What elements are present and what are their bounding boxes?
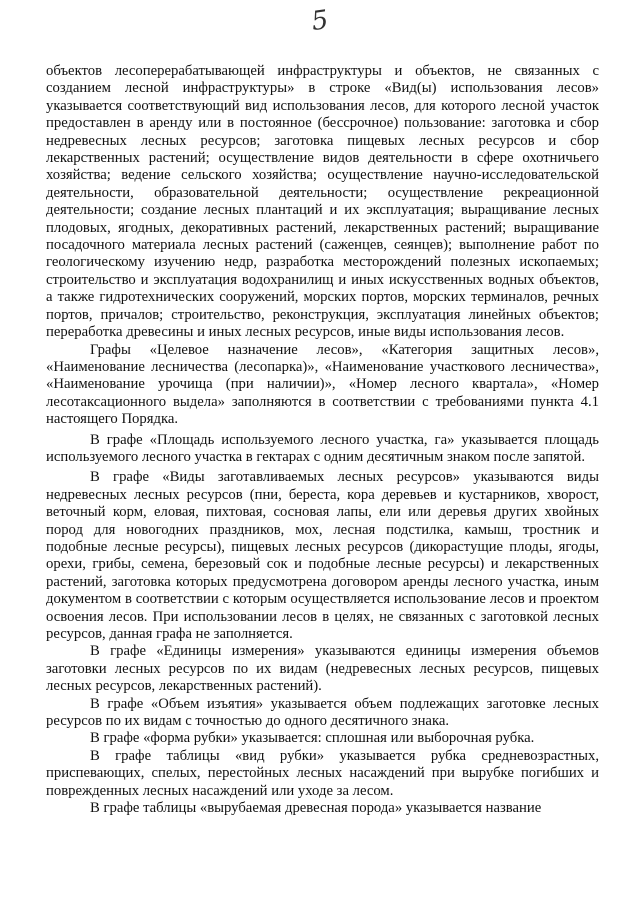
paragraph-columns-general: Графы «Целевое назначение лесов», «Категория защитных лесов», «Наименование лесничества (лесопарка)», «Наименование участкового лесничества», «Наименование урочища (при наличии)», «Номер лесного квартала», «Номер лесотаксационного выдела» заполняются в соответствии с требованиями пункта 4.1 настоящего Порядка.	[46, 341, 599, 428]
paragraph-volume: В графе «Объем изъятия» указывается объем подлежащих заготовке лесных ресурсов по их видам с точностью до одного десятичного знака.	[46, 695, 599, 730]
paragraph-felling-kind: В графе таблицы «вид рубки» указывается рубка средневозрастных, приспевающих, спелых, перестойных лесных насаждений при вырубке погибших и поврежденных лесных насаждений или уходе за лесом.	[46, 747, 599, 799]
paragraph-tree-species: В графе таблицы «вырубаемая древесная порода» указывается название	[90, 800, 542, 817]
paragraph-usage-types: объектов лесоперерабатывающей инфраструктуры и объектов, не связанных с созданием лесной инфраструктуры» в строке «Вид(ы) использования лесов» указывается соответствующий вид использования лесов, для которого лесной участок предоставлен в аренду или в постоянное (бессрочное) пользование: заготовка и сбор недревесных лесных ресурсов; заготовка пищевых лесных ресурсов и сбор лекарственных растений; осуществление видов деятельности в сфере охотничьего хозяйства; ведение сельского хозяйства; осуществление научно-исследовательской деятельности, образовательной деятельности; осуществление рекреационной деятельности; создание лесных плантаций и их эксплуатация; выращивание лесных плодовых, ягодных, декоративных растений, лекарственных растений; выращивание посадочного материала лесных растений (саженцев, сеянцев); выполнение работ по геологическому изучению недр, разработка месторождений полезных ископаемых; строительство и эксплуатация водохранилищ и иных искусственных водных объектов, а также гидротехнических сооружений, морских портов, морских терминалов, речных портов, причалов; строительство, реконструкция, эксплуатация линейных объектов; переработка древесины и иных лесных ресурсов, иные виды использования лесов.	[46, 63, 599, 341]
paragraph-resource-types: В графе «Виды заготавливаемых лесных ресурсов» указываются виды недревесных лесных ресурсов (пни, береста, кора деревьев и кустарников, хворост, веточный корм, еловая, пихтовая, сосновая лапы, ели или деревья других хвойных пород для новогодних праздников, мох, лесная подстилка, камыш, тростник и подобные лесные ресурсы), пищевых лесных ресурсов (дикорастущие плоды, ягоды, орехи, грибы, семена, березовый сок и подобные лесные ресурсы) и лекарственных растений, заготовка которых предусмотрена договором аренды лесного участка, иным документом в соответствии с которым осуществляется использование лесов и проектом освоения лесов. При использовании лесов в целях, не связанных с заготовкой лесных ресурсов, данная графа не заполняется.	[46, 469, 599, 642]
paragraph-area: В графе «Площадь используемого лесного участка, га» указывается площадь используемого лесного участка в гектарах с одним десятичным знаком после запятой.	[46, 431, 599, 465]
paragraph-felling-form: В графе «форма рубки» указывается: сплошная или выборочная рубка.	[90, 730, 535, 747]
page-number: 5	[309, 4, 331, 38]
paragraph-units: В графе «Единицы измерения» указываются единицы измерения объемов заготовки лесных ресурсов по их видам (недревесных лесных ресурсов, пищевых лесных ресурсов, лекарственных растений).	[46, 643, 599, 695]
document-body	[46, 63, 599, 817]
